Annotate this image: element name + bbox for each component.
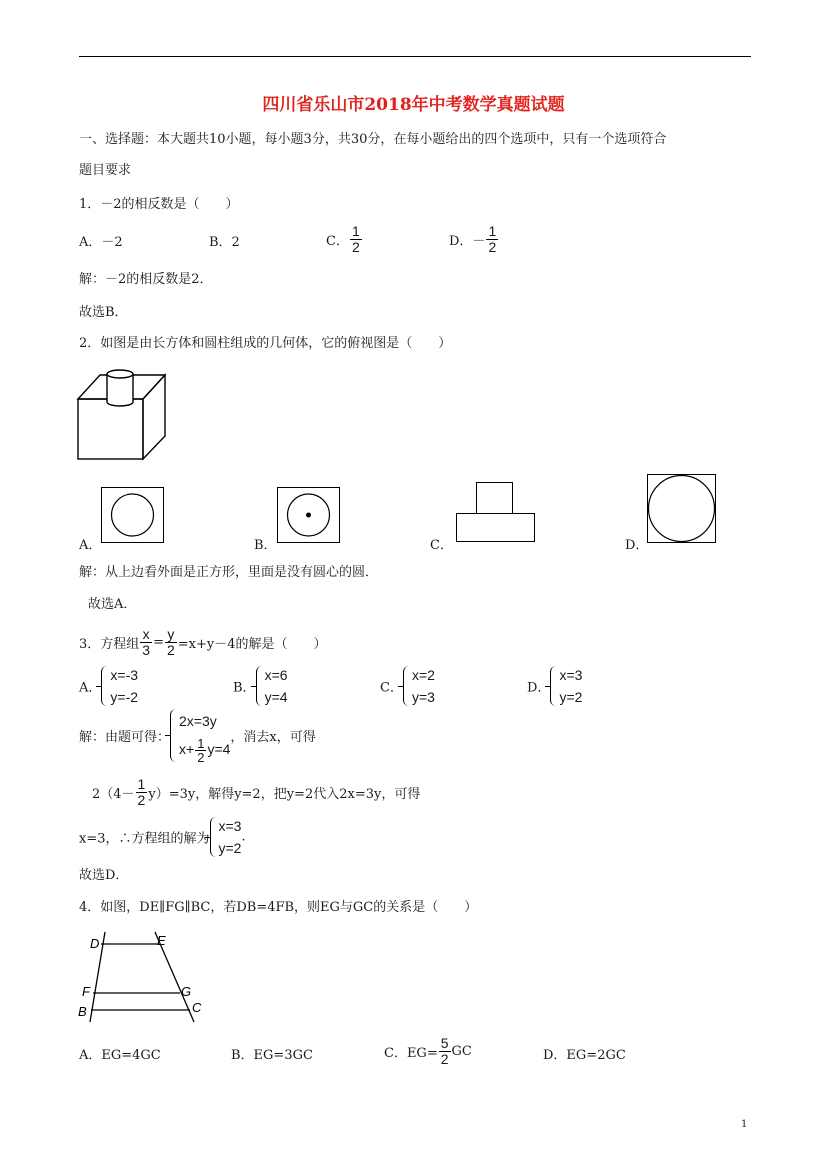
q3-step3-prefix: x=3，∴方程组的解为: [79, 831, 210, 847]
q3-stem-prefix: 3．方程组: [79, 637, 140, 652]
label-B: B: [78, 1004, 87, 1019]
q1-d-denominator: 2: [488, 239, 497, 255]
q3-sys-row2-b: y=4: [207, 741, 231, 757]
q1-option-c: [326, 224, 363, 255]
section-instructions-line1: 一、选择题：本大题共10小题，每小题3分，共30分，在每小题给出的四个选项中，只有一个选项符合: [79, 132, 667, 147]
q2-option-b-label: B．: [254, 538, 277, 553]
q3-derived-system: [170, 707, 230, 764]
cylinder-body: [107, 374, 133, 406]
q3-option-b-system: [256, 664, 288, 708]
q3-sol-prefix: 解：由题可得：: [79, 729, 171, 745]
q3-sys-den: 2: [197, 749, 205, 765]
q3-equals: =: [153, 635, 164, 650]
label-G: G: [181, 984, 192, 999]
q3-sys-row2: [179, 735, 230, 764]
q3-f2-numerator: y: [165, 627, 177, 643]
q3-a-row1: x=-3: [110, 667, 139, 683]
q3-c-row1: x=2: [411, 667, 435, 683]
q4-option-b: B．EG=3GC: [231, 1048, 313, 1063]
q2-stem: 2．如图是由长方体和圆柱组成的几何体，它的俯视图是（ ）: [79, 336, 452, 351]
q1-option-d: [449, 224, 499, 255]
label-C: C: [192, 1000, 202, 1015]
q2-option-b-figure: [277, 487, 340, 543]
q3-solution-system: [210, 815, 242, 859]
q2-option-d-label: D．: [625, 538, 649, 553]
q2-solid-figure: [75, 368, 170, 463]
q3-c-row2: y=3: [411, 689, 435, 705]
q2-option-d-figure: [647, 474, 717, 543]
q3-step2-b: y）=3y，解得y=2，把y=2代入2x=3y，可得: [148, 787, 421, 802]
q3-option-b: [233, 664, 288, 708]
q3-fraction-x: [140, 627, 152, 658]
q3-sol-suffix: ，消去x，可得: [230, 729, 316, 745]
q1-option-a: A．－2: [79, 235, 123, 250]
q3-option-a: [79, 664, 138, 708]
q3-option-d: [527, 664, 582, 708]
q3-option-c-label: C．: [380, 680, 403, 696]
q2-option-c-label: C．: [430, 538, 453, 553]
q4-c-numerator: 5: [440, 1035, 449, 1051]
q1-d-numerator: 1: [488, 223, 497, 239]
q1-c-denominator: 2: [351, 239, 360, 255]
circle-outline: [649, 476, 715, 542]
q4-trapezoid-figure: [75, 928, 210, 1023]
q3-stem-suffix: =x+y－4的解是（ ）: [177, 637, 327, 652]
q3-step2-den: 2: [137, 792, 146, 808]
q2-solution: 解：从上边看外面是正方形，里面是没有圆心的圆．: [79, 565, 379, 580]
q1-option-c-label: C．: [326, 234, 349, 249]
q3-solution-line1: [79, 707, 316, 764]
q1-solution: 解：－2的相反数是2．: [79, 272, 213, 287]
header-rule: [79, 56, 751, 57]
page-number: 1: [741, 1119, 748, 1130]
q4-stem: 4．如图，DE∥FG∥BC，若DB=4FB，则EG与GC的关系是（ ）: [79, 900, 478, 915]
q2-option-c-figure: [456, 482, 536, 543]
q1-option-d-label: D．－: [449, 234, 486, 249]
q4-option-a: A．EG=4GC: [79, 1048, 161, 1063]
section-instructions-line2: 题目要求: [79, 163, 132, 178]
lower-rectangle: [457, 514, 535, 542]
label-E: E: [157, 933, 166, 948]
box-front-face: [78, 399, 143, 459]
label-D: D: [90, 936, 100, 951]
q1-answer: 故选B．: [79, 305, 128, 320]
q3-option-a-system: [101, 664, 138, 708]
q2-option-a-figure: [101, 487, 164, 543]
q4-option-c-suffix: GC: [451, 1044, 472, 1059]
q1-option-d-fraction: [486, 224, 498, 255]
q3-d-row1: x=3: [559, 667, 583, 683]
center-dot: [306, 513, 311, 518]
q3-step3-suffix: .: [241, 829, 246, 845]
q1-option-c-fraction: [350, 224, 362, 255]
q3-option-d-system: [550, 664, 582, 708]
q3-fraction-y: [165, 627, 177, 658]
q3-stem: [79, 627, 327, 658]
q3-option-b-label: B．: [233, 680, 256, 696]
q3-sys-row2-fraction: [195, 737, 206, 764]
q3-f1-numerator: x: [140, 627, 152, 643]
q4-option-c-label: C．EG=: [384, 1046, 438, 1061]
upper-rectangle: [477, 483, 513, 514]
q2-answer: 故选A．: [88, 597, 137, 612]
cylinder-top: [107, 370, 133, 378]
q4-c-denominator: 2: [440, 1051, 449, 1067]
q3-sys-row1: 2x=3y: [179, 713, 217, 729]
page-title: 四川省乐山市2018年中考数学真题试题: [262, 95, 565, 115]
q3-sys-num: 1: [197, 735, 205, 751]
circle-outline: [112, 494, 154, 536]
q4-option-d: D．EG=2GC: [543, 1048, 626, 1063]
q3-sys-row2-a: x+: [179, 741, 195, 757]
q3-step2-num: 1: [137, 776, 146, 792]
square-outline: [648, 475, 716, 543]
q3-solution-line3: [79, 815, 246, 859]
q3-answer: 故选D．: [79, 868, 129, 883]
q1-stem: 1．－2的相反数是（ ）: [79, 197, 239, 212]
q3-solution-line2: [92, 777, 420, 808]
q3-step3-row2: y=2: [218, 840, 242, 856]
q3-option-c-system: [403, 664, 435, 708]
q3-option-c: [380, 664, 435, 708]
q4-option-c: [384, 1036, 472, 1067]
q3-f1-denominator: 3: [142, 642, 151, 658]
q3-f2-denominator: 2: [166, 642, 175, 658]
q3-d-row2: y=2: [559, 689, 583, 705]
square-outline: [102, 488, 164, 543]
q3-b-row1: x=6: [264, 667, 288, 683]
q3-step2-a: 2（4－: [92, 787, 135, 802]
q3-option-a-label: A．: [79, 680, 102, 696]
q3-b-row2: y=4: [264, 689, 288, 705]
q3-option-d-label: D．: [527, 680, 551, 696]
q4-option-c-fraction: [439, 1036, 451, 1067]
q3-step2-fraction: [136, 777, 148, 808]
box-side-face: [143, 375, 165, 459]
q3-step3-row1: x=3: [218, 818, 242, 834]
q2-option-a-label: A．: [79, 538, 102, 553]
q1-c-numerator: 1: [351, 223, 360, 239]
q1-option-b: B．2: [209, 235, 240, 250]
q3-a-row2: y=-2: [110, 689, 139, 705]
label-F: F: [82, 984, 90, 999]
